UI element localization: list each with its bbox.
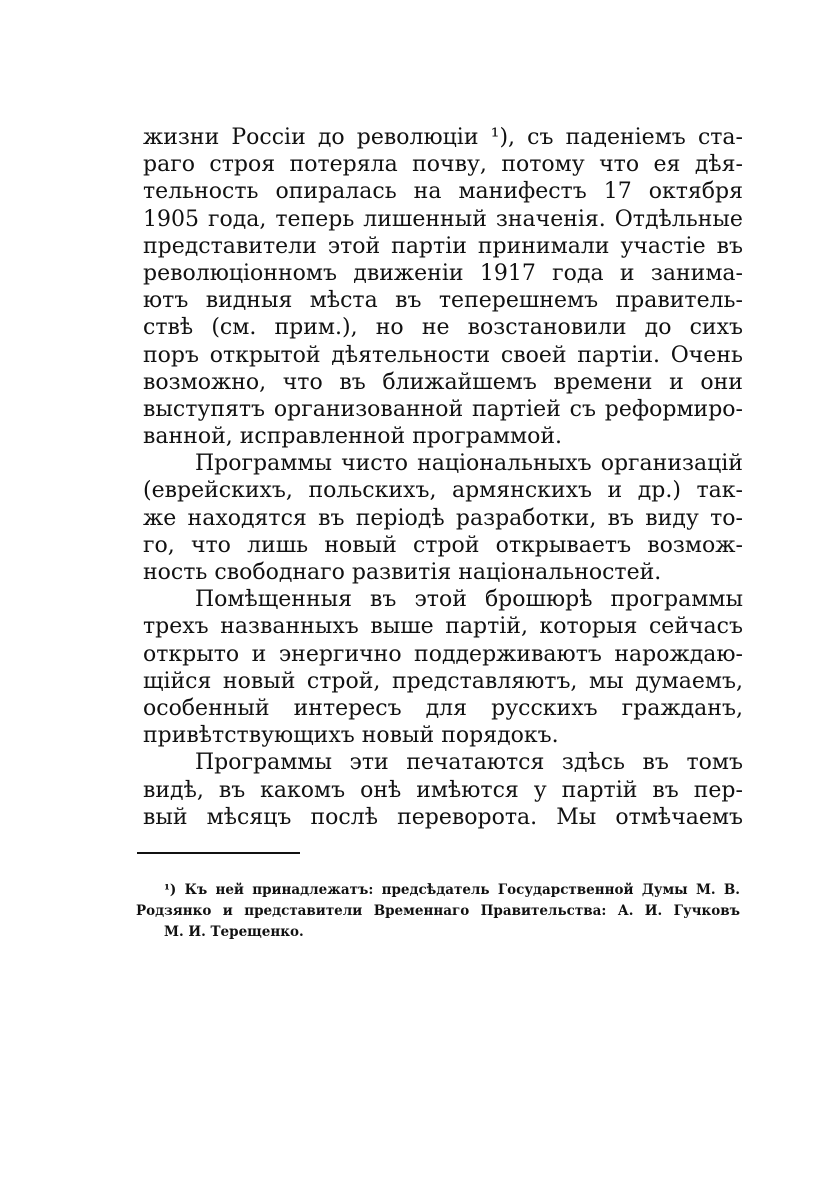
body-text-word: новый [222,668,296,694]
body-text-line [143,369,743,396]
footnote-word: А. [617,903,634,919]
body-text-word: разработки, [455,505,597,531]
body-text-word: партіи. [577,342,660,368]
body-text-word: представляютъ, [391,668,578,694]
footnote-word: Гучковъ [673,903,740,919]
body-text-word: Помѣщенныя [195,587,352,613]
footnote-word: Терещенко. [210,924,304,940]
body-text-word: манифестъ [458,179,587,205]
body-text-word: поръ [143,342,199,368]
body-text-word: партій [561,777,638,803]
footnote-line [136,901,740,922]
body-text-word: ближайшемъ [382,369,537,395]
body-text-word: онѣ [360,777,402,803]
body-text-word: др.) [637,478,681,504]
body-text-line [143,396,743,423]
body-text-word: въ [607,505,635,531]
body-text-line [143,695,743,722]
footnote-word: Къ [184,882,208,898]
body-text-line [143,586,743,613]
body-text-word: но [375,315,404,341]
body-text-line [143,668,743,695]
body-text-word: новый [324,532,397,558]
body-text-word: 17 [603,179,632,205]
footnote-word: принадлежатъ: [252,882,374,898]
footnote-word: представители [244,903,363,919]
body-text-word: новый [361,723,442,749]
body-text-word: національностей. [458,560,662,585]
body-text-word: польскихъ, [308,478,437,504]
body-text-word: партій, [445,614,528,640]
body-text-word: значенія. [495,206,606,232]
body-text-line [143,505,743,532]
footnote-word: ней [215,882,244,898]
body-text-word: свободнаго [214,560,352,585]
body-text-word: революціонномъ [143,260,337,286]
body-text-word: года, [207,206,267,232]
body-text-word: дѣя- [694,152,743,178]
body-text-word: сихъ [689,315,743,341]
body-text-word: Россіи [231,125,306,150]
body-text-word: дѣятельности [331,342,491,368]
body-text-word: въ [218,777,246,803]
body-text-word: ¹), [490,125,516,150]
body-text-word: ютъ [143,288,189,314]
body-text-word: революціи [356,125,479,150]
body-text-line [143,314,743,341]
body-text-word: лишь [247,532,309,558]
body-text-word: что [190,532,231,558]
body-text-word: принимали [477,233,610,259]
body-text-word: почву, [412,152,487,178]
body-text-word: возможно, [143,369,267,395]
body-text-word: партіей [472,396,561,422]
body-text-word: мѣсяцъ [206,804,292,830]
footnote-word: Временнаго [373,903,470,919]
footnote-word: В. [723,882,740,898]
body-text-word: Мы [556,804,597,830]
body-text-word: тельность [143,179,259,205]
body-text-word: и [619,260,635,286]
body-text-word: съ [569,396,596,422]
body-text-word: строя [209,152,276,178]
body-text-word: пер- [693,777,743,803]
body-text-word: раго [143,152,195,178]
body-text-word: до [644,315,672,341]
body-text-word: для [425,695,468,721]
footnote-word: предсѣдатель [381,882,490,898]
body-text-word: потому [501,152,585,178]
body-text-line [143,151,743,178]
footnote-line [136,922,740,943]
body-text-word: энергично [278,641,402,667]
body-text-word: отмѣчаемъ [615,804,743,830]
body-text-word: щійся [143,668,212,694]
body-text-line [143,450,743,477]
body-text-line [143,559,743,586]
body-text-word: открыто [143,641,240,667]
body-text-word: періодѣ [355,505,445,531]
footnote-block [136,880,740,943]
body-text-word: и [607,478,623,504]
body-text-word: занима- [650,260,743,286]
body-text-word: так- [696,478,743,504]
body-text-word: видныя [205,288,293,314]
footnote-separator-rule [137,852,300,854]
body-text-word: виду [645,505,699,531]
body-text-word: движеніи [353,260,464,286]
body-text-word: года [552,260,604,286]
body-text-line [143,477,743,504]
body-text-line [143,124,743,151]
body-text-word: ста- [697,125,743,150]
body-text-line [143,178,743,205]
footnote-word: и [222,903,233,919]
body-text-word: мы [588,668,624,694]
footnote-word: Государственной [497,882,634,898]
body-text-word: Программы [195,451,332,477]
body-text-word: въ [339,369,366,395]
body-text-word: открытой [209,342,321,368]
body-text-word: реформиро- [604,396,743,422]
body-text-word: порядокъ. [441,723,559,749]
body-text-line [143,233,743,260]
body-text-word: гражданъ, [621,695,743,721]
footnote-word: И. [644,903,663,919]
body-text-word: (еврейскихъ, [143,478,293,504]
body-text-word: на [413,179,442,205]
body-text-word: русскихъ [491,695,598,721]
body-text-word: открываетъ [495,532,632,558]
body-text-line [143,532,743,559]
footnote-word: И. [188,924,211,940]
body-text-word: то- [710,505,743,531]
body-text-line [143,641,743,668]
body-text-word: октября [648,179,743,205]
body-text-word: послѣ [310,804,378,830]
body-text-word: нарождаю- [614,641,743,667]
body-text-word: мѣста [309,288,378,314]
body-text-word: 1917 [479,260,536,286]
body-text-word: въ [716,233,743,259]
body-text-word: выше [370,614,434,640]
body-text-word: партіи [391,233,467,259]
body-text-line [143,423,743,450]
body-text-word: трехъ [143,614,209,640]
body-text-word: теперь [275,206,355,232]
body-text-word: го, [143,532,175,558]
body-text-word: видѣ, [143,777,204,803]
body-text-word: ванной, [143,424,240,450]
body-text-word: (см. [211,315,257,341]
body-text-word: вый [143,804,188,830]
body-text-word: брошюрѣ [484,587,593,613]
body-text-word: опиралась [275,179,397,205]
footnote-word: М. [695,882,716,898]
body-text-word: потеряла [289,152,398,178]
body-text-word: программы [610,587,743,613]
body-text-word: привѣтствующихъ [143,723,362,749]
body-text-word: правитель- [615,288,743,314]
body-text-line [143,804,743,831]
body-text-line [143,287,743,314]
body-text-word: ея [653,152,681,178]
footnote-word: ¹) [164,882,177,898]
body-text-word: Программы [195,750,332,776]
body-text-word: которыя [539,614,638,640]
body-text-word: паденіемъ [565,125,686,150]
body-text-line [143,777,743,804]
body-text-word: думаемъ, [635,668,743,694]
body-text-word: выступятъ [143,396,266,422]
body-text-word: какомъ [260,777,346,803]
body-text-word: находятся [187,505,307,531]
body-text-word: теперешнемъ [438,288,599,314]
body-text-word: въ [370,587,397,613]
body-text-word: въ [395,288,422,314]
body-text-word: организацій [600,451,743,477]
body-text-word: же [143,505,177,531]
body-text-word: и [669,369,684,395]
body-text-word: исправленной [239,424,413,450]
body-text-word: армянскихъ [451,478,592,504]
body-text-word: что [282,369,323,395]
body-text-word: съ [527,125,554,150]
body-text-word: особенный [143,695,270,721]
body-text-word: поддерживаютъ [414,641,602,667]
body-text-word: этой [414,587,467,613]
body-text-word: представители [143,233,317,259]
body-text-word: организованной [273,396,464,422]
body-text-word: развитія [351,560,459,585]
body-text-word: эти [349,750,389,776]
body-text-word: лишенный [363,206,487,232]
body-text-word: здѣсь [561,750,626,776]
body-text-word: имѣются [416,777,519,803]
main-text-block [143,124,743,831]
body-text-word: въ [318,505,345,531]
body-text-word: сейчасъ [648,614,743,640]
body-text-line [143,206,743,233]
body-text-word: чисто [341,451,409,477]
body-text-word: прим.), [274,315,358,341]
body-text-line [143,722,743,749]
footnote-word: Думы [641,882,688,898]
body-text-word: въ [642,750,669,776]
body-text-word: они [700,369,743,395]
body-text-word: до [317,125,345,150]
body-text-word: и [251,641,267,667]
body-text-word: не [421,315,450,341]
body-text-word: названныхъ [220,614,359,640]
body-text-word: что [599,152,640,178]
footnote-word: Правительства: [480,903,607,919]
footnote-word: М. [164,924,189,940]
body-text-word: у [533,777,547,803]
body-text-word: ствѣ [143,315,194,341]
body-text-line [143,260,743,287]
footnote-line [136,880,740,901]
body-text-word: томъ [686,750,743,776]
body-text-line [143,749,743,776]
body-text-word: Отдѣльные [614,206,743,232]
body-text-word: участіе [620,233,706,259]
body-text-word: ность [143,560,215,585]
body-text-word: 1905 [143,206,199,232]
body-text-word: строй [412,532,480,558]
body-text-word: въ [652,777,679,803]
body-text-line [143,613,743,640]
body-text-word: возмож- [647,532,743,558]
body-text-word: печатаются [406,750,545,776]
body-text-word: жизни [143,125,220,150]
body-text-word: строй, [306,668,381,694]
body-text-line [143,342,743,369]
body-text-word: національныхъ [417,451,592,477]
body-text-word: своей [500,342,567,368]
body-text-word: переворота. [397,804,538,830]
body-text-word: возстановили [467,315,627,341]
body-text-word: этой [327,233,381,259]
body-text-word: программой. [412,424,563,450]
body-text-word: времени [553,369,653,395]
footnote-word: Родзянко [136,903,212,919]
body-text-word: Очень [670,342,743,368]
body-text-word: интересъ [293,695,402,721]
